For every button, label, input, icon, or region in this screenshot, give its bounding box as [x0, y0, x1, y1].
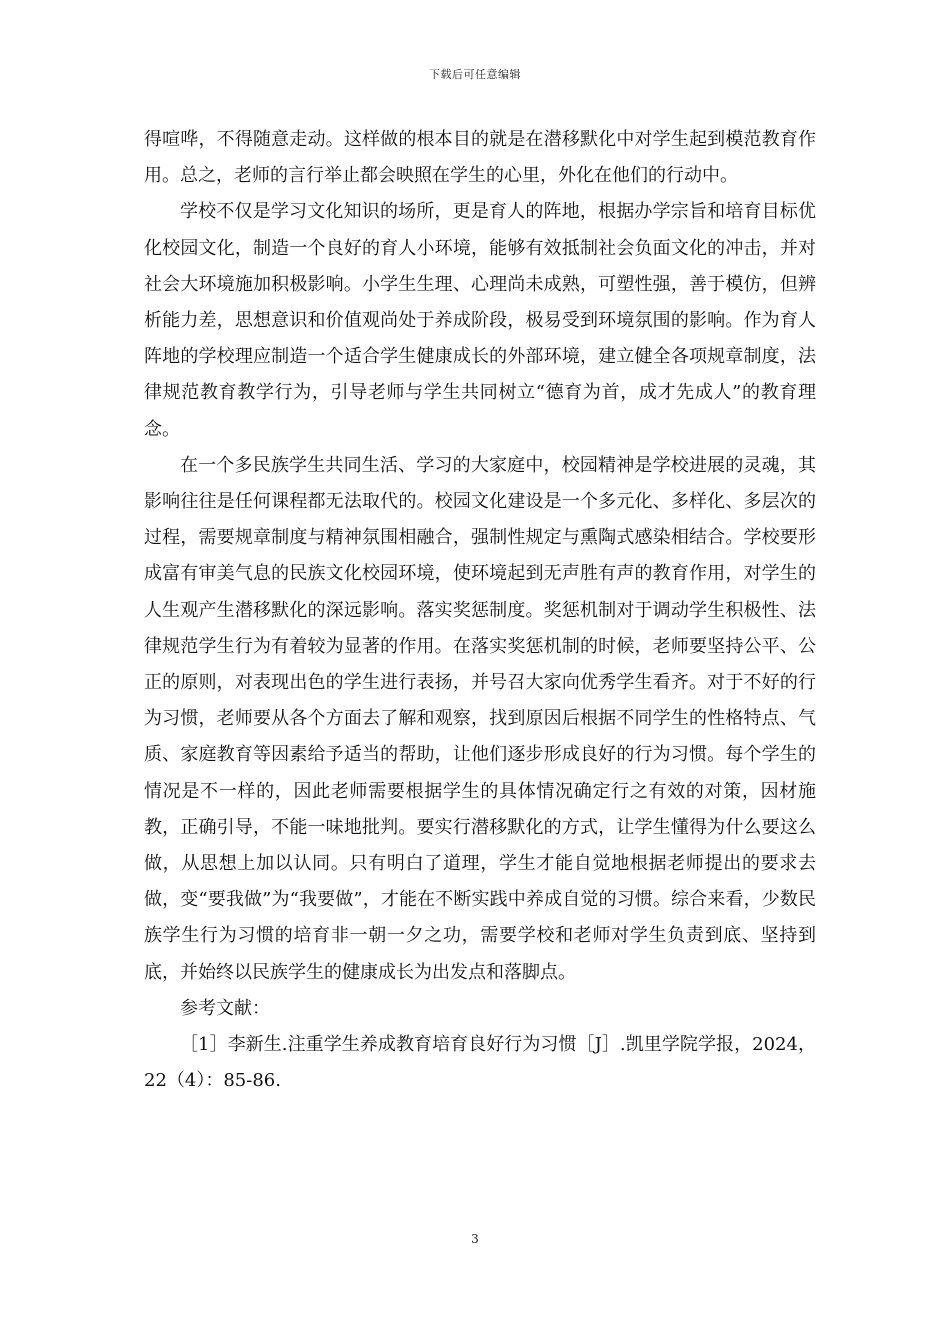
paragraph-1: 得喧哗，不得随意走动。这样做的根本目的就是在潜移默化中对学生起到模范教育作用。总之，老师的言行举止都会映照在学生的心里，外化在他们的行动中。 [144, 129, 816, 187]
page-number: 3 [471, 1232, 479, 1246]
page-header: 下载后可任意编辑 [429, 68, 521, 81]
references-heading: 参考文献： [180, 997, 270, 1019]
paragraph-2: 学校不仅是学习文化知识的场所，更是育人的阵地，根据办学宗旨和培育目标优化校园文化，制造一个良好的育人小环境，能够有效抵制社会负面文化的冲击，并对社会大环境施加积极影响。小学生生理、心理尚未成熟，可塑性强，善于模仿，但辨析能力差，思想意识和价值观尚处于养成阶段，极易受到环境氛围的影响。作为育人阵地的学校理应制造一个适合学生健康成长的外部环境，建立健全各项规章制度，法律规范教育教学行为，引导老师与学生共同树立“德育为首，成才先成人”的教育理念。 [144, 201, 816, 440]
paragraph-3: 在一个多民族学生共同生活、学习的大家庭中，校园精神是学校进展的灵魂，其影响往往是任何课程都无法取代的。校园文化建设是一个多元化、多样化、多层次的过程，需要规章制度与精神氛围相融合，强制性规定与熏陶式感染相结合。学校要形成富有审美气息的民族文化校园环境，使环境起到无声胜有声的教育作用，对学生的人生观产生潜移默化的深远影响。落实奖惩制度。奖惩机制对于调动学生积极性、法律规范学生行为有着较为显著的作用。在落实奖惩机制的时候，老师要坚持公平、公正的原则，对表现出色的学生进行表扬，并号召大家向优秀学生看齐。对于不好的行为习惯，老师要从各个方面去了解和观察，找到原因后根据不同学生的性格特点、气质、家庭教育等因素给予适当的帮助，让他们逐步形成良好的行为习惯。每个学生的情况是不一样的，因此老师需要根据学生的具体情况确定行之有效的对策，因材施教，正确引导，不能一味地批判。要实行潜移默化的方式，让学生懂得为什么要这么做，从思想上加以认同。只有明白了道理，学生才能自觉地根据老师提出的要求去做，变“要我做”为“我要做”，才能在不断实践中养成自觉的习惯。综合来看，少数民族学生行为习惯的培育非一朝一夕之功，需要学校和老师对学生负责到底、坚持到底，并始终以民族学生的健康成长为出发点和落脚点。 [144, 454, 816, 983]
reference-item-1: ［1］李新生.注重学生养成教育培育良好行为习惯［J］.凯里学院学报，2024，22（4）：85-86. [144, 1034, 816, 1092]
document-body [144, 122, 816, 1099]
